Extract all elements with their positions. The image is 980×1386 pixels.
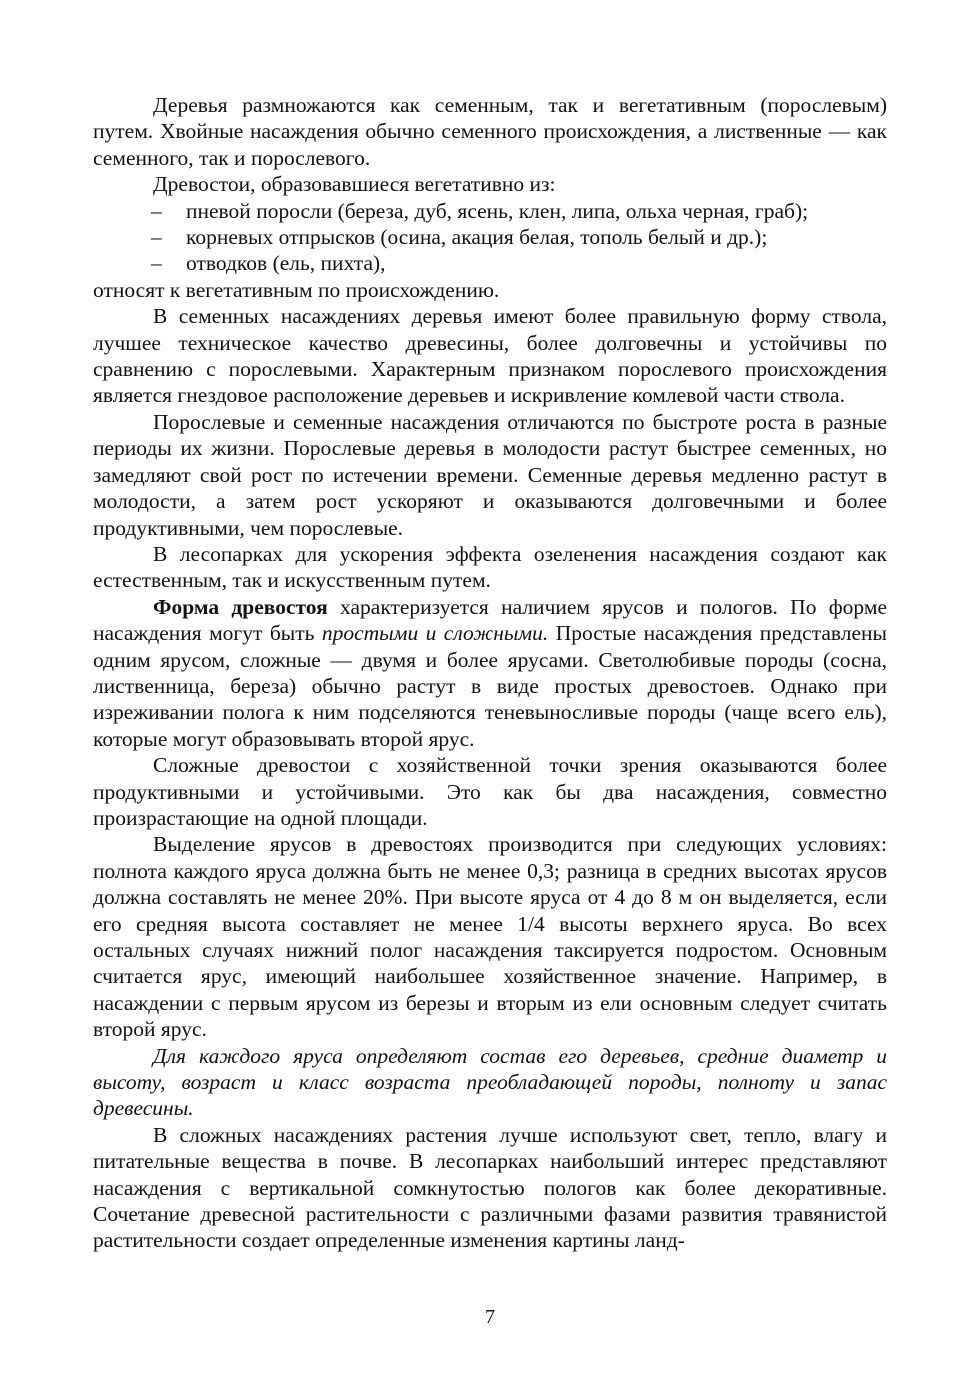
paragraph-seed-stands: В семенных насаждениях деревья имеют более правильную форму ствола, лучшее техническое качество древесины, более долговечны и устойчивы по сравнению с порослевыми. Характерным признаком порослевого происхождения является гнездовое расположение деревьев и искривление комлевой части ствола. — [93, 304, 887, 408]
list-item — [93, 224, 887, 250]
paragraph-growth-rate: Порослевые и семенные насаждения отличаются по быстроте роста в разные периоды их жизни. Порослевые деревья в молодости растут быстрее семенных, но замедляют свой рост по истечении времени. Семенные деревья медленно растут в молодости, а затем рост ускоряют и оказываются долговечными и более продуктивными, чем порослевые. — [93, 409, 887, 540]
vegetative-origin-list — [93, 198, 887, 277]
paragraph-complex-stands: Сложные древостои с хозяйственной точки зрения оказываются более продуктивными и устойчивыми. Это как бы два насаждения, совместно произрастающие на одной площади. — [93, 753, 887, 830]
paragraph-complex-benefits: В сложных насаждениях растения лучше используют свет, тепло, влагу и питательные вещества в почве. В лесопарках наибольший интерес представляют насаждения с вертикальной сомкнутостью пологов как более декоративные. Сочетание древесной растительности с различными фазами развития травянистой растительности создает определенные изменения картины ланд- — [93, 1122, 887, 1253]
paragraph-tier-parameters: Для каждого яруса определяют состав его деревьев, средние диаметр и высоту, возраст и класс возраста преобладающей породы, полноту и запас древесины. — [93, 1043, 887, 1121]
stand-form-text-1: характеризуется наличием ярусов и пологов. По форме насаждения могут быть — [93, 594, 887, 646]
paragraph-vegetative-intro: Древостои, образовавшиеся вегетативно из: — [153, 172, 556, 197]
list-dash: – — [151, 198, 162, 223]
paragraph-tier-selection: Выделение ярусов в древостоях производится при следующих условиях: полнота каждого яруса должна быть не менее 0,3; разница в средних высотах ярусов должна составлять не менее 20%. При высоте яруса от 4 до 8 м он выделяется, если его средняя высота составляет не менее 1/4 высоты верхнего яруса. Во всех остальных случаях нижний полог насаждения таксируется подростом. Основным считается ярус, имеющий наибольшее хозяйственное значение. Например, в насаждении с первым ярусом из березы и вторым из ели основным следует считать второй ярус. — [93, 832, 887, 1042]
paragraph-reproduction: Деревья размножаются как семенным, так и вегетативным (порослевым) путем. Хвойные насаждения обычно семенного происхождения, а лиственные — как семенного, так и порослевого. — [93, 93, 887, 170]
list-item-text: корневых отпрысков (осина, акация белая, тополь белый и др.); — [186, 225, 768, 250]
term-stand-form: Форма древостоя — [153, 594, 328, 619]
paragraph-forest-parks: В лесопарках для ускорения эффекта озеленения насаждения создают как естественным, так и искусственным путем. — [93, 541, 887, 593]
list-item-text: пневой поросли (береза, дуб, ясень, клен, липа, ольха черная, граб); — [186, 198, 809, 223]
page-text — [93, 92, 887, 1254]
list-item-text: отводков (ель, пихта), — [186, 251, 386, 276]
list-item — [93, 250, 887, 276]
paragraph-stand-form — [93, 594, 887, 752]
list-dash: – — [151, 251, 162, 276]
list-dash: – — [151, 225, 162, 250]
page-number: 7 — [485, 1306, 495, 1328]
list-item — [93, 198, 887, 224]
term-simple-complex: простыми и сложными. — [321, 621, 549, 646]
paragraph-vegetative-outro: относят к вегетативным по происхождению. — [93, 277, 500, 302]
stand-form-text-2: Простые насаждения представлены одним ярусом, сложные — двумя и более ярусами. Светолюбивые породы (сосна, лиственница, береза) обычно растут в виде простых древостоев. Однако при изреживании полога к ним подселяются теневыносливые породы (чаще всего ель), которые могут образовывать второй ярус. — [93, 621, 887, 751]
